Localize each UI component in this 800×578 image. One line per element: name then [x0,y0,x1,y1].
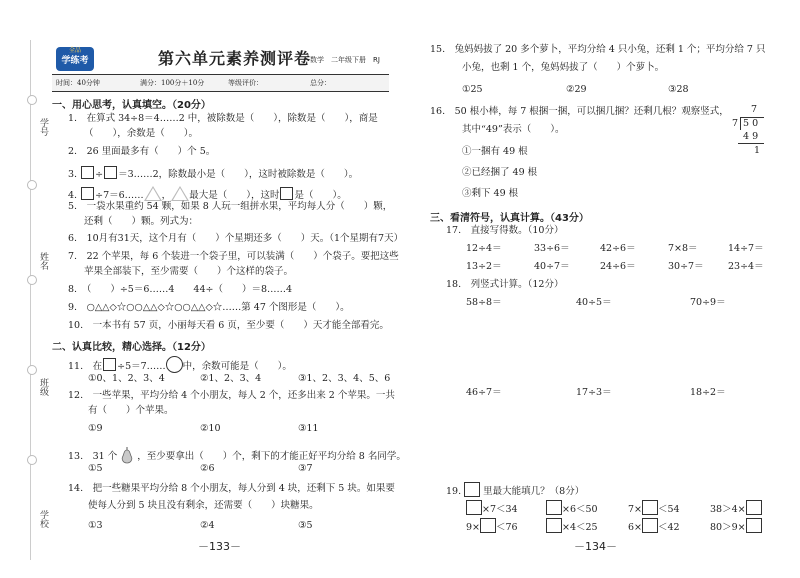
total-score: 总分： [310,79,331,87]
question-7: 7. 22 个苹果，每 6 个装进一个袋子里，可以装满（ ）个袋子。要把这些 [68,251,399,262]
div-line [738,143,764,144]
q12-option-3[interactable]: ③11 [298,423,319,434]
page-number-right: －134－ [574,540,617,553]
q11-option-3[interactable]: ③1、2、3、4、5、6 [298,373,391,384]
question-6: 6. 10月有31天，这个月有（ ）个星期还多（ ）天。（1个星期有7天） [68,233,404,244]
q19-item: 9× ＜76 [466,518,518,534]
triangle-icon [144,186,162,201]
q16-option-3[interactable]: ③剩下 49 根 [462,188,519,199]
vertical-calc-item: 70÷9＝ [690,297,726,308]
calc-item: 23÷4＝ [728,261,764,272]
binding-hole [27,95,37,105]
calc-item: 14÷7＝ [728,243,764,254]
answer-box[interactable] [546,518,562,533]
div-quotient: 7 [751,104,758,115]
question-15: 15. 兔妈妈拔了 20 多个萝卜，平均分给 4 只小兔，还剩 1 个；平均分给 7 只 [430,44,766,55]
answer-box[interactable] [464,482,480,497]
answer-box[interactable] [546,500,562,515]
q19-item: ×7＜34 [466,500,518,516]
q11-option-1[interactable]: ①0、1、2、3、4 [88,373,165,384]
circle-blank[interactable] [166,356,183,373]
answer-box[interactable] [280,187,293,200]
question-13: 13. 31 个 ，至少要拿出（ ）个，剩下的才能正好平均分给 8 名同学。 [68,446,406,464]
vertical-calc-item: 46÷7＝ [466,387,502,398]
pear-icon [120,446,134,464]
question-3: 3. ÷ ＝3……2，除数最小是（ ），这时被除数是（ ）。 [68,166,358,181]
section-2-heading: 二、认真比较，精心选择。（12分） [52,342,211,353]
logo: 全品 学练考 [56,47,94,71]
question-1: 1. 在算式 34÷8＝4……2 中，被除数是（ ），除数是（ ），商是 [68,113,378,124]
calc-item: 24÷6＝ [600,261,636,272]
calc-item: 40÷7＝ [534,261,570,272]
question-16-cont: 其中“49”表示（ ）。 [462,124,565,135]
question-5-cont: 还剩（ ）颗。列式为： [84,216,199,227]
question-15-cont: 小兔，也剩 1 个，兔妈妈拔了（ ）个萝卜。 [462,62,665,73]
answer-box[interactable] [642,518,658,533]
question-14-cont: 使每人分到 5 块且没有剩余，还需要（ ）块糖果。 [88,500,319,511]
question-8: 8. （ ）÷5＝6……4 44÷（ ）＝8……4 [68,284,293,295]
info-bar [52,74,389,92]
triangle-icon [171,186,189,201]
calc-item: 13÷2＝ [466,261,502,272]
section-3-heading: 三、看清符号，认真计算。（43分） [430,213,589,224]
q13-option-1[interactable]: ①5 [88,463,103,474]
answer-box[interactable] [103,358,116,371]
q16-option-2[interactable]: ②已经捆了 49 根 [462,167,538,178]
calc-item: 7×8＝ [668,243,698,254]
binding-line [30,40,31,560]
q15-option-1[interactable]: ①25 [462,84,483,95]
vertical-calc-item: 40÷5＝ [576,297,612,308]
q12-option-2[interactable]: ②10 [200,423,221,434]
q19-item: ×6＜50 [546,500,598,516]
answer-box[interactable] [746,500,762,515]
q19-item: 80＞9× [710,518,762,534]
q13-option-2[interactable]: ②6 [200,463,215,474]
div-remainder: 1 [754,145,761,156]
question-4: 4. ÷7＝6…… ， 最大是（ ），这时 是（ ）。 [68,186,347,202]
answer-box[interactable] [81,187,94,200]
side-label-class: 班级 [38,378,48,396]
side-label-school: 学校 [38,510,48,528]
question-19: 19. 里最大能填几？（8分） [446,482,584,498]
vertical-calc-item: 17÷3＝ [576,387,612,398]
calc-item: 30÷7＝ [668,261,704,272]
answer-box[interactable] [466,500,482,515]
question-16: 16. 50 根小棒，每 7 根捆一捆，可以捆几捆？还剩几根？观察竖式， [430,106,729,117]
answer-box[interactable] [480,518,496,533]
question-14: 14. 把一些糖果平均分给 8 个小朋友，每人分到 4 块，还剩下 5 块。如果要 [68,483,395,494]
q19-item: 7× ＜54 [628,500,680,516]
answer-box[interactable] [746,518,762,533]
q19-item: 6× ＜42 [628,518,680,534]
binding-hole [27,365,37,375]
q19-item: 38＞4× [710,500,762,516]
q11-option-2[interactable]: ②1、2、3、4 [200,373,262,384]
q14-option-1[interactable]: ①3 [88,520,103,531]
calc-item: 33÷6＝ [534,243,570,254]
q16-option-1[interactable]: ①一捆有 49 根 [462,146,528,157]
side-label-name: 姓名 [38,252,48,270]
question-2: 2. 26 里面最多有（ ）个 5。 [68,146,216,157]
question-9: 9. ○△△◇☆○○△△◇☆○○△△◇☆……第 47 个图形是（ ）。 [68,302,350,313]
div-bracket [740,117,741,130]
q14-option-2[interactable]: ②4 [200,520,215,531]
question-7-cont: 苹果全部装下，至少需要（ ）个这样的袋子。 [84,266,294,277]
vertical-calc-item: 18÷2＝ [690,387,726,398]
question-12-cont: 有（ ）个苹果。 [88,405,174,416]
answer-box[interactable] [81,166,94,179]
question-12: 12. 一些苹果，平均分给 4 个小朋友，每人 2 个，还多出来 2 个苹果。一共 [68,390,395,401]
binding-hole [27,180,37,190]
q15-option-3[interactable]: ③28 [668,84,689,95]
section-1-heading: 一、用心思考，认真填空。（20分） [52,100,211,111]
vertical-calc-item: 58÷8＝ [466,297,502,308]
page-title: 第六单元素养测评卷 [158,49,312,68]
calc-item: 12÷4＝ [466,243,502,254]
question-10: 10. 一本书有 57 页，小丽每天看 6 页，至少要（ ）天才能全部看完。 [68,320,389,331]
question-1-cont: （ ），余数是（ ）。 [84,128,199,139]
question-18: 18. 列竖式计算。（12分） [446,279,564,290]
answer-box[interactable] [642,500,658,515]
question-17: 17. 直接写得数。（10分） [446,225,564,236]
grade-eval: 等级评价： [228,79,263,87]
question-11: 11. 在 ÷5＝7…… 中，余数可能是（ ）。 [68,356,292,373]
answer-box[interactable] [104,166,117,179]
full-score: 满分：100分＋10分 [140,79,205,87]
div-divisor: 7 [732,118,739,129]
q19-item: ×4＜25 [546,518,598,534]
q15-option-2[interactable]: ②29 [566,84,587,95]
time-limit: 时间：40分钟 [56,79,100,87]
side-label-number: 学号 [38,118,48,136]
binding-hole [27,455,37,465]
subject-meta: 数学 二年级下册 RJ [310,56,380,64]
question-5: 5. 一袋水果重约 54 颗，如果 8 人玩一组拼水果，平均每人分（ ）颗， [68,201,393,212]
div-dividend: 5 0 [743,118,759,129]
q12-option-1[interactable]: ①9 [88,423,103,434]
q14-option-3[interactable]: ③5 [298,520,313,531]
page-number-left: －133－ [198,540,241,553]
q13-option-3[interactable]: ③7 [298,463,313,474]
calc-item: 42÷6＝ [600,243,636,254]
binding-hole [27,275,37,285]
div-subtract: 4 9 [743,131,759,142]
